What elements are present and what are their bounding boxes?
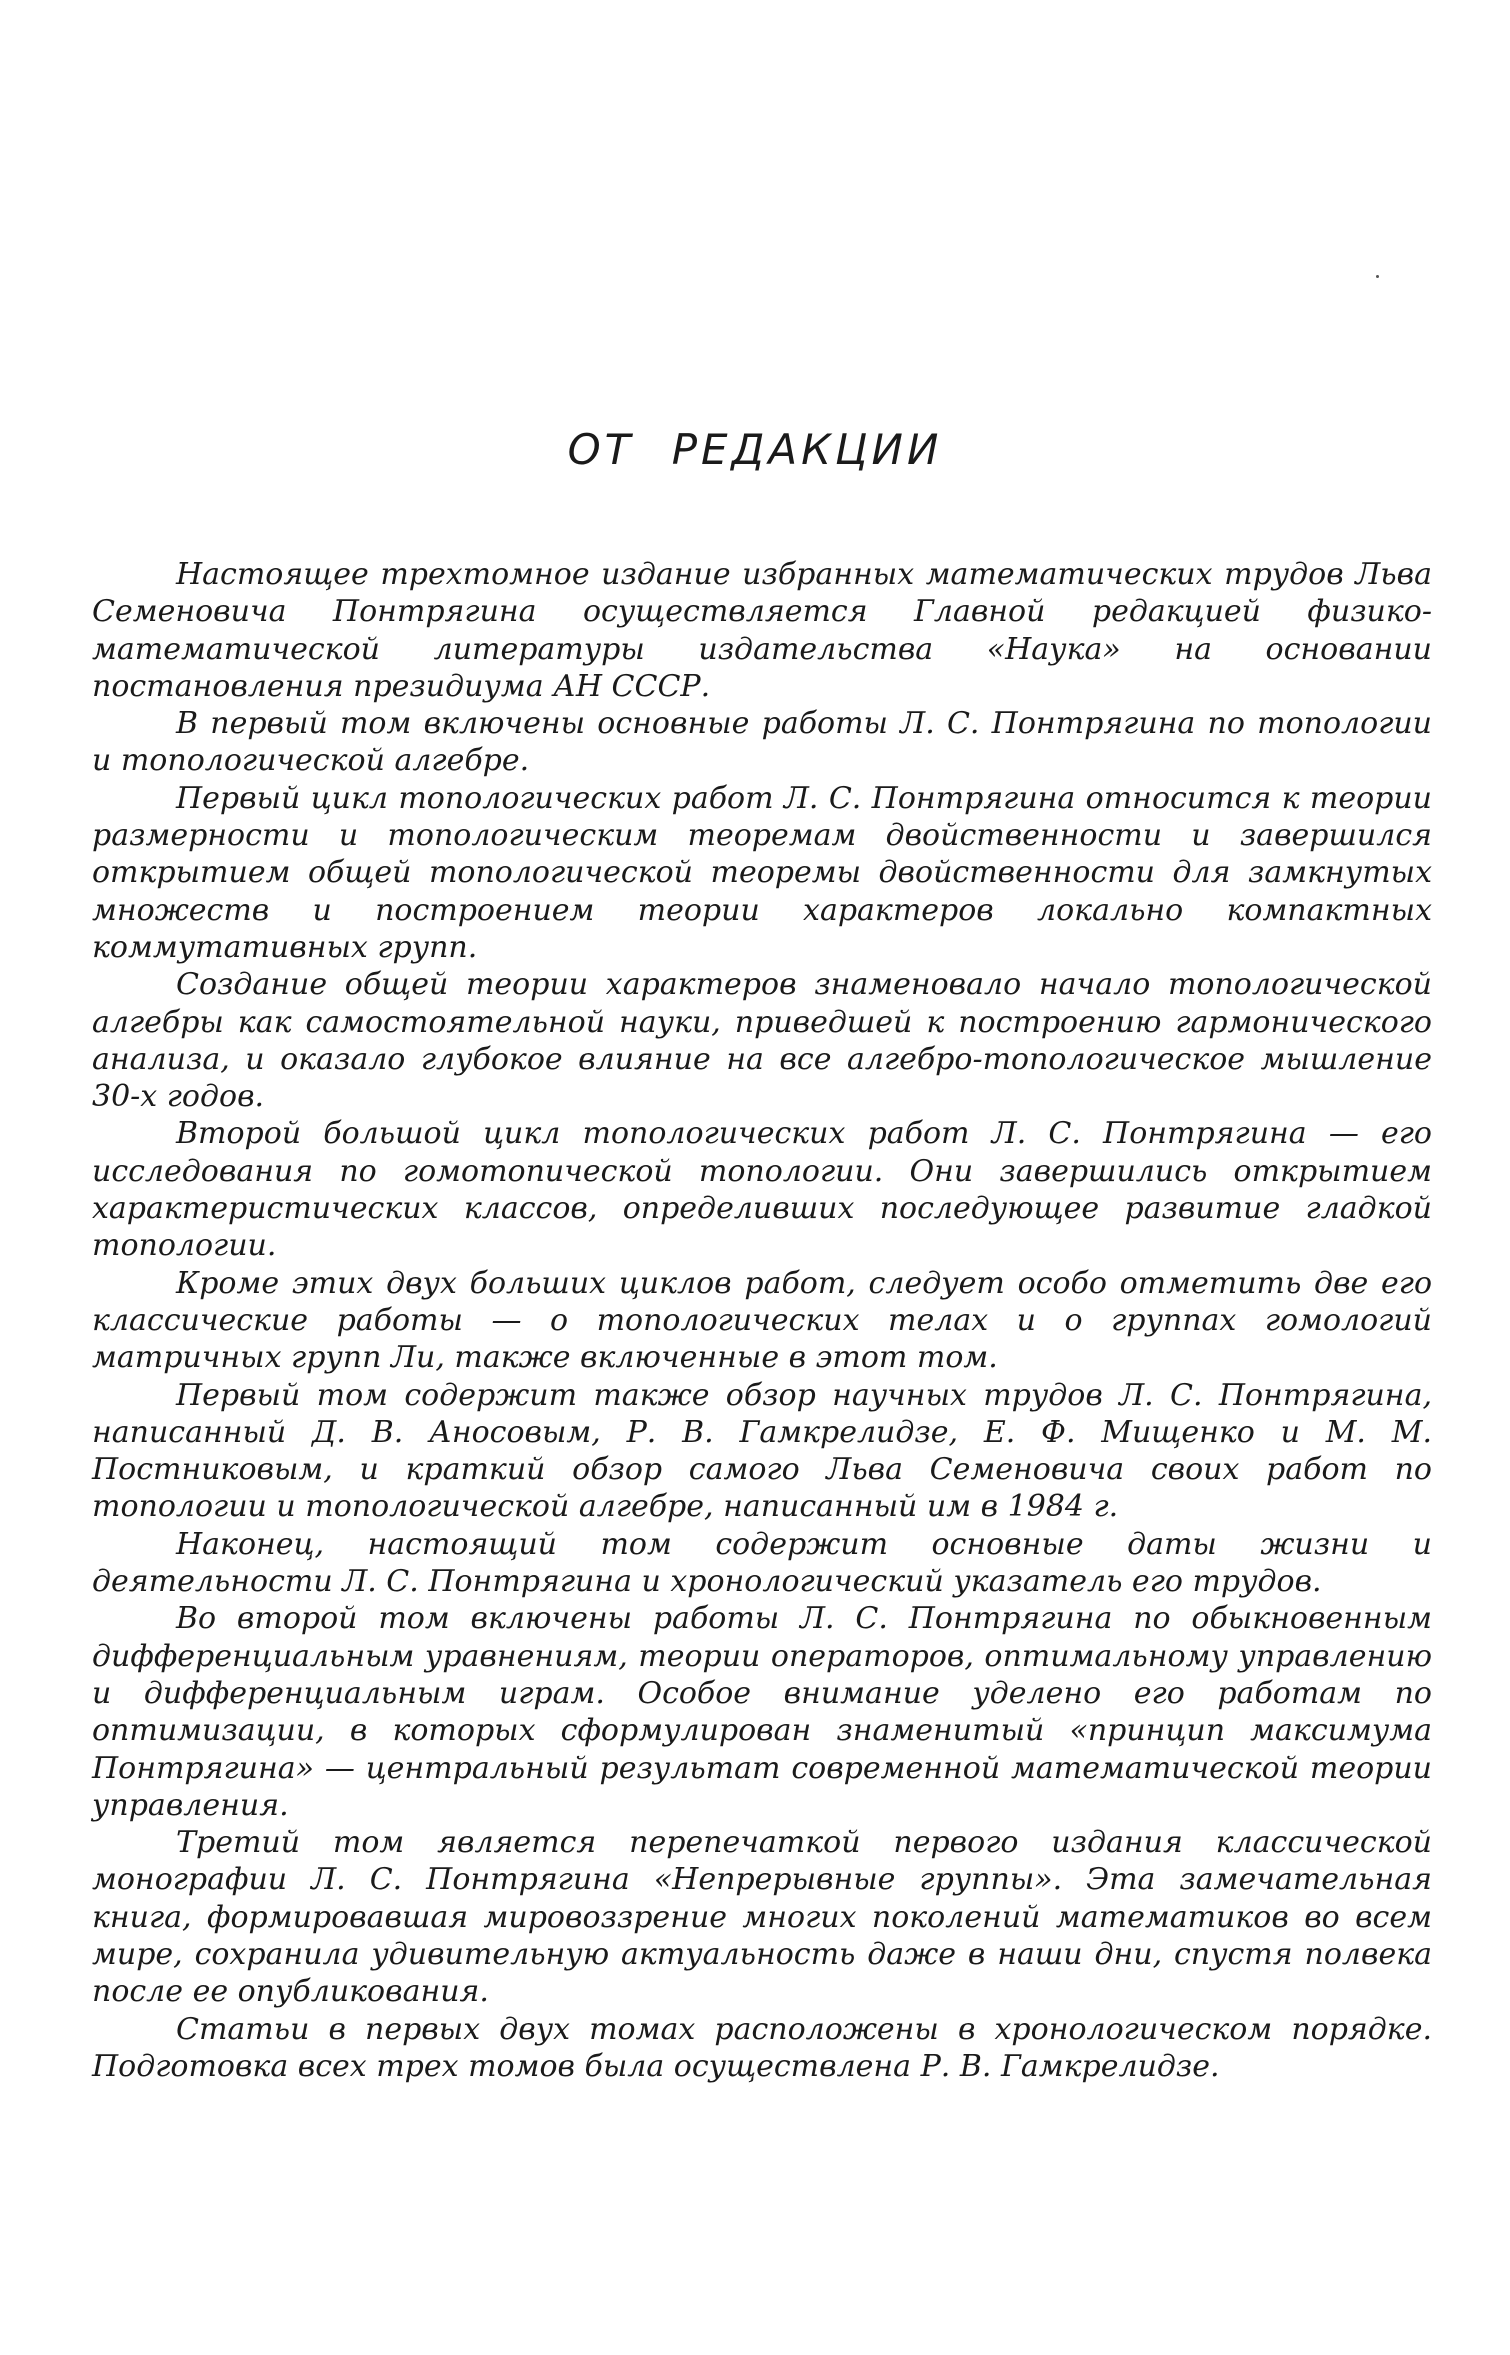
page-title: ОТ РЕДАКЦИИ bbox=[567, 425, 943, 474]
paragraph: Статьи в первых двух томах расположены в хронологическом порядке. Подготовка всех трех томов была осуществлена Р. В. Гамкрелидзе. bbox=[92, 2011, 1432, 2084]
paragraph: Третий том является перепечаткой первого издания классической монографии Л. С. Понтрягина «Непрерывные группы». Эта замечательная книга, формировавшая мировоззрение многих поколений математиков во всем мире, сохранила удивительную актуальность даже в наши дни, спустя полвека после ее опубликования. bbox=[92, 1825, 1432, 2010]
paragraph: Настоящее трехтомное издание избранных математических трудов Льва Семеновича Понтрягина осуществляется Главной редакцией физико-математической литературы издательства «Наука» на основании постановления президиума АН СССР. bbox=[92, 557, 1432, 704]
editorial-text bbox=[92, 556, 1432, 2085]
paragraph: Кроме этих двух больших циклов работ, следует особо отметить две его классические работы — о топологических телах и о группах гомологий матричных групп Ли, также включенные в этот том. bbox=[92, 1265, 1432, 1376]
paragraph: Наконец, настоящий том содержит основные даты жизни и деятельности Л. С. Понтрягина и хронологический указатель его трудов. bbox=[92, 1526, 1432, 1600]
paragraph: Первый цикл топологических работ Л. С. Понтрягина относится к теории размерности и топологическим теоремам двойственности и завершился открытием общей топологической теоремы двойственности для замкнутых множеств и построением теории характеров локально компактных коммутативных групп. bbox=[92, 780, 1432, 965]
paragraph: В первый том включены основные работы Л. С. Понтрягина по топологии и топологической алгебре. bbox=[92, 706, 1432, 779]
paragraph: Во второй том включены работы Л. С. Понтрягина по обыкновенным дифференциальным уравнениям, теории операторов, оптимальному управлению и дифференциальным играм. Особое внимание уделено его работам по оптимизации, в которых сформулирован знаменитый «принцип максимума Понтрягина» — центральный результат современной математической теории управления. bbox=[92, 1601, 1432, 1823]
paragraph: Второй большой цикл топологических работ Л. С. Понтрягина — его исследования по гомотопической топологии. Они завершились открытием характеристических классов, определивших последующее развитие гладкой топологии. bbox=[92, 1116, 1432, 1264]
paragraph: Создание общей теории характеров знаменовало начало топологической алгебры как самостоятельной науки, приведшей к построению гармонического анализа, и оказало глубокое влияние на все алгебро-топологическое мышление 30-х годов. bbox=[92, 967, 1432, 1115]
print-speck bbox=[1376, 275, 1379, 278]
paragraph: Первый том содержит также обзор научных трудов Л. С. Понтрягина, написанный Д. В. Аносовым, Р. В. Гамкрелидзе, Е. Ф. Мищенко и М. М. Постниковым, и краткий обзор самого Льва Семеновича своих работ по топологии и топологической алгебре, написанный им в 1984 г. bbox=[92, 1377, 1432, 1525]
